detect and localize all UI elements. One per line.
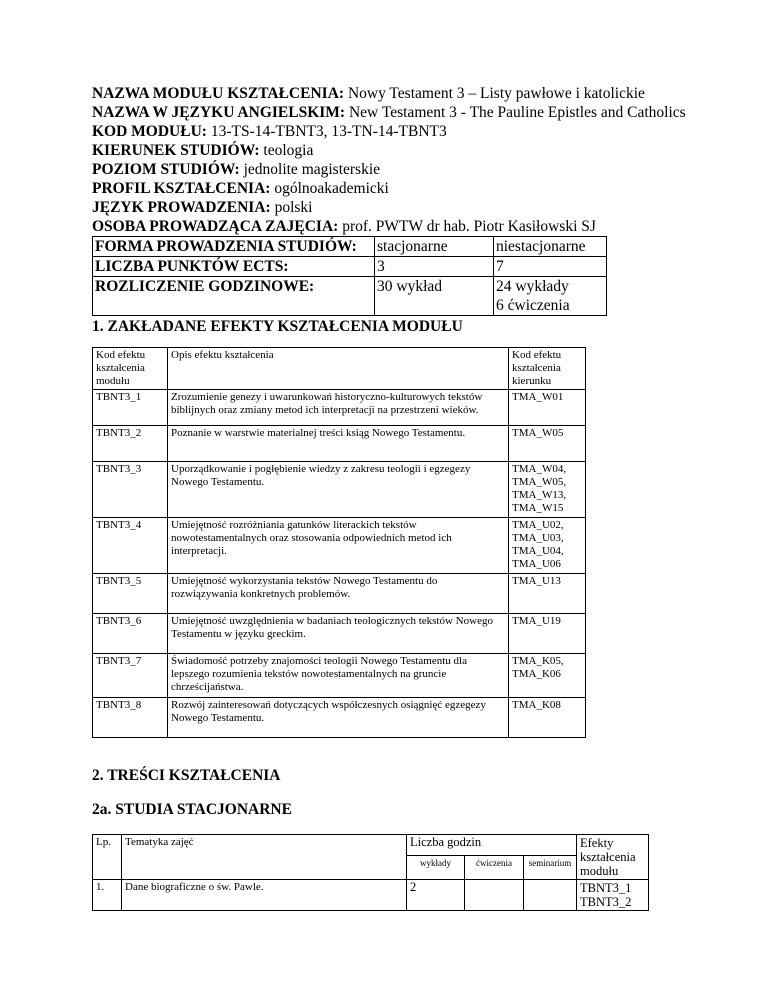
outcome-description: Umiejętność wykorzystania tekstów Nowego Testamentu do rozwiązywania konkretnych problemów. bbox=[168, 574, 509, 614]
english-name-value: New Testament 3 - The Pauline Epistles and Catholics bbox=[348, 104, 686, 121]
language-value: polski bbox=[274, 199, 313, 216]
outcome-code: TBNT3_5 bbox=[93, 574, 168, 614]
outcome-description: Świadomość potrzeby znajomości teologii Nowego Testamentu dla lepszego rozumienia tekstów nowotestamentalnych na gruncie chrześcijaństwa. bbox=[168, 654, 509, 698]
outcome-description: Poznanie w warstwie materialnej treści ksiąg Nowego Testamentu. bbox=[168, 426, 509, 462]
outcome-code: TBNT3_7 bbox=[93, 654, 168, 698]
outcome-field-code: TMA_W04, TMA_W05, TMA_W13, TMA_W15 bbox=[509, 462, 586, 518]
table-row bbox=[93, 237, 607, 257]
table-row bbox=[93, 390, 586, 426]
outcome-code: TBNT3_6 bbox=[93, 614, 168, 654]
table-row bbox=[93, 614, 586, 654]
row-outcome-code: TBNT3_1 bbox=[580, 881, 632, 895]
outcome-description: Umiejętność uwzględnienia w badaniach teologicznych tekstów Nowego Testamentu w języku greckim. bbox=[168, 614, 509, 654]
outcome-field-code: TMA_U02, TMA_U03, TMA_U04, TMA_U06 bbox=[509, 518, 586, 574]
column-header-lectures: wykłady bbox=[407, 856, 465, 880]
hours-stationary: 30 wykład bbox=[375, 277, 494, 316]
outcome-field-code: TMA_W01 bbox=[509, 390, 586, 426]
row-number: 1. bbox=[93, 880, 122, 911]
column-header-lp: Lp. bbox=[93, 835, 122, 880]
table-row bbox=[93, 462, 586, 518]
study-form-table bbox=[92, 236, 607, 316]
outcome-code: TBNT3_1 bbox=[93, 390, 168, 426]
outcome-description: Rozwój zainteresowań dotyczących współczesnych osiągnięć egzegezy Nowego Testamentu. bbox=[168, 698, 509, 738]
table-row bbox=[93, 277, 607, 316]
education-profile-label: PROFIL KSZTAŁCENIA: bbox=[92, 180, 271, 197]
outcome-description: Umiejętność rozróżniania gatunków literackich tekstów nowotestamentalnych oraz stosowania odpowiednich metod ich interpretacji. bbox=[168, 518, 509, 574]
outcome-field-code: TMA_K08 bbox=[509, 698, 586, 738]
table-row bbox=[93, 426, 586, 462]
module-name-line bbox=[92, 84, 692, 103]
outcome-code: TBNT3_4 bbox=[93, 518, 168, 574]
table-header-row bbox=[93, 835, 649, 856]
table-row bbox=[93, 257, 607, 277]
english-name-label: NAZWA W JĘZYKU ANGIELSKIM: bbox=[92, 104, 346, 121]
study-form-label: FORMA PROWADZENIA STUDIÓW: bbox=[93, 237, 375, 257]
hours-label: ROZLICZENIE GODZINOWE: bbox=[93, 277, 375, 316]
module-metadata bbox=[92, 84, 692, 236]
column-header-exercises: ćwiczenia bbox=[465, 856, 524, 880]
table-row bbox=[93, 518, 586, 574]
language-label: JĘZYK PROWADZENIA: bbox=[92, 199, 271, 216]
table-row bbox=[93, 698, 586, 738]
study-level-label: POZIOM STUDIÓW: bbox=[92, 161, 240, 178]
ects-label: LICZBA PUNKTÓW ECTS: bbox=[93, 257, 375, 277]
table-row bbox=[93, 574, 586, 614]
education-profile-line bbox=[92, 179, 692, 198]
column-header-seminar: seminarium bbox=[524, 856, 577, 880]
table-row bbox=[93, 880, 649, 911]
row-exercise-hours bbox=[465, 880, 524, 911]
english-name-line bbox=[92, 103, 692, 122]
outcome-description: Zrozumienie genezy i uwarunkowań historyczno-kulturowych tekstów biblijnych oraz zmiany metod ich interpretacji na przestrzeni wieków. bbox=[168, 390, 509, 426]
outcome-code: TBNT3_8 bbox=[93, 698, 168, 738]
study-level-line bbox=[92, 160, 692, 179]
learning-outcomes-table bbox=[92, 347, 586, 738]
field-of-study-line bbox=[92, 141, 692, 160]
instructor-label: OSOBA PROWADZĄCA ZAJĘCIA: bbox=[92, 218, 339, 235]
field-of-study-label: KIERUNEK STUDIÓW: bbox=[92, 142, 260, 159]
education-profile-value: ogólnoakademicki bbox=[274, 180, 389, 197]
hours-lectures: 24 wykłady bbox=[496, 278, 569, 295]
hours-non-stationary bbox=[494, 277, 607, 316]
row-outcome-code: TBNT3_2 bbox=[580, 895, 632, 909]
outcome-field-code: TMA_W05 bbox=[509, 426, 586, 462]
study-level-value: jednolite magisterskie bbox=[243, 161, 381, 178]
column-header-description: Opis efektu kształcenia bbox=[168, 348, 509, 390]
row-lecture-hours: 2 bbox=[407, 880, 465, 911]
ects-stationary: 3 bbox=[375, 257, 494, 277]
row-outcomes bbox=[577, 880, 649, 911]
outcome-code: TBNT3_2 bbox=[93, 426, 168, 462]
module-code-label: KOD MODUŁU: bbox=[92, 123, 207, 140]
module-code-value: 13-TS-14-TBNT3, 13-TN-14-TBNT3 bbox=[210, 123, 447, 140]
instructor-line bbox=[92, 217, 692, 236]
table-header-row bbox=[93, 348, 586, 390]
row-seminar-hours bbox=[524, 880, 577, 911]
outcome-field-code: TMA_U19 bbox=[509, 614, 586, 654]
hours-exercises: 6 ćwiczenia bbox=[496, 297, 570, 314]
module-name-label: NAZWA MODUŁU KSZTAŁCENIA: bbox=[92, 85, 345, 102]
column-header-field-code: Kod efektu kształcenia kierunku bbox=[509, 348, 586, 390]
ects-non-stationary: 7 bbox=[494, 257, 607, 277]
section-2a-heading: 2a. STUDIA STACJONARNE bbox=[92, 801, 292, 818]
outcome-description: Uporządkowanie i pogłębienie wiedzy z zakresu teologii i egzegezy Nowego Testamentu. bbox=[168, 462, 509, 518]
language-line bbox=[92, 198, 692, 217]
course-content-table bbox=[92, 834, 649, 911]
module-code-line bbox=[92, 122, 692, 141]
outcome-field-code: TMA_U13 bbox=[509, 574, 586, 614]
column-header-code: Kod efektu kształcenia modułu bbox=[93, 348, 168, 390]
row-topic: Dane biograficzne o św. Pawle. bbox=[122, 880, 407, 911]
section-2-heading: 2. TREŚCI KSZTAŁCENIA bbox=[92, 767, 281, 784]
column-header-topic: Tematyka zajęć bbox=[122, 835, 407, 880]
non-stationary-header: niestacjonarne bbox=[494, 237, 607, 257]
outcome-field-code: TMA_K05, TMA_K06 bbox=[509, 654, 586, 698]
section-1-heading: 1. ZAKŁADANE EFEKTY KSZTAŁCENIA MODUŁU bbox=[92, 318, 463, 335]
instructor-value: prof. PWTW dr hab. Piotr Kasiłowski SJ bbox=[342, 218, 596, 235]
column-header-hours: Liczba godzin bbox=[407, 835, 577, 856]
stationary-header: stacjonarne bbox=[375, 237, 494, 257]
module-name-value: Nowy Testament 3 – Listy pawłowe i katolickie bbox=[347, 85, 645, 102]
outcome-code: TBNT3_3 bbox=[93, 462, 168, 518]
table-row bbox=[93, 654, 586, 698]
column-header-outcomes: Efekty kształcenia modułu bbox=[577, 835, 649, 880]
field-of-study-value: teologia bbox=[263, 142, 314, 159]
